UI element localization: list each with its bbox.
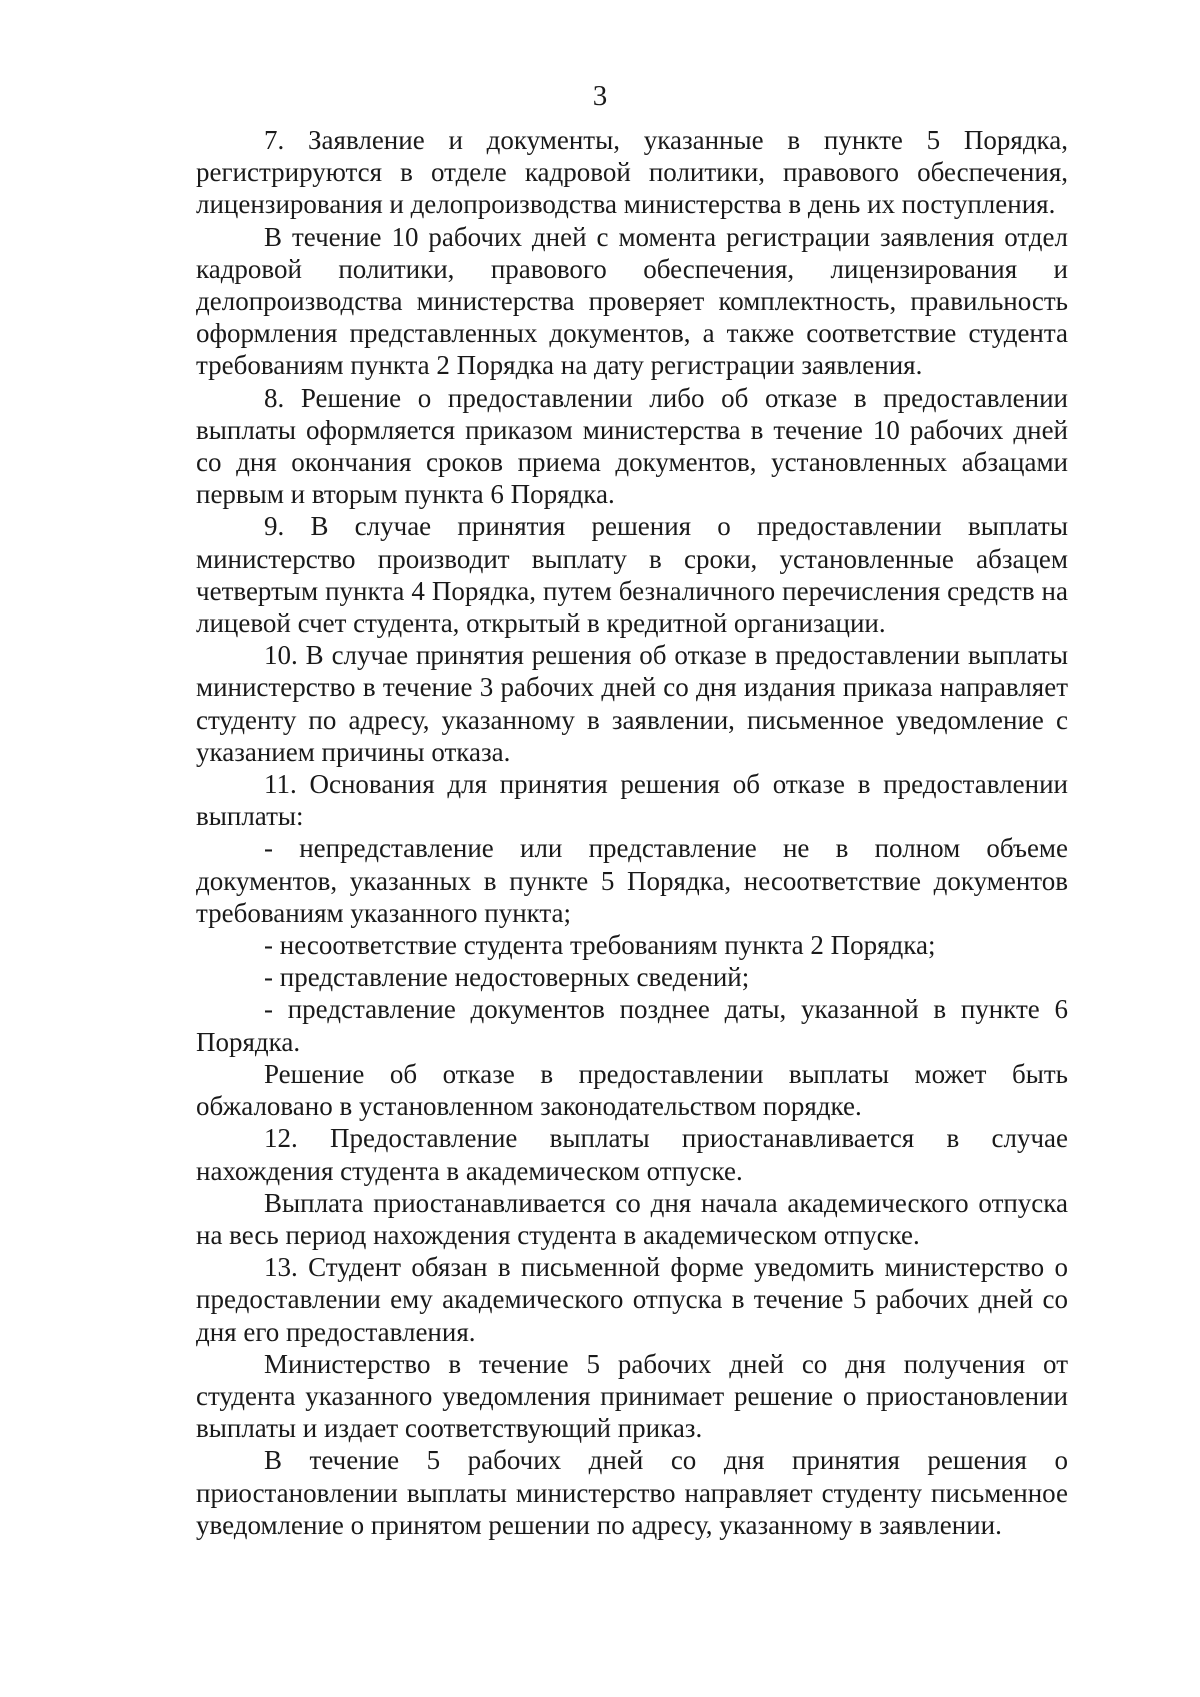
list-item-refusal-ground-1: - непредставление или представление не в полном объеме документов, указанных в пункте 5 Порядка, несоответствие документов требованиям указанного пункта;	[196, 833, 1068, 928]
list-item-refusal-ground-4: - представление документов позднее даты, указанной в пункте 6 Порядка.	[196, 994, 1068, 1057]
paragraph-13-notification: В течение 5 рабочих дней со дня принятия решения о приостановлении выплаты министерство направляет студенту письменное уведомление о принятом решении по адресу, указанному в заявлении.	[196, 1445, 1068, 1540]
document-body	[196, 124, 1068, 1541]
paragraph-7-review: В течение 10 рабочих дней с момента регистрации заявления отдел кадровой политики, правового обеспечения, лицензирования и делопроизводства министерства проверяет комплектность, правильность оформления представленных документов, а также соответствие студента требованиям пункта 2 Порядка на дату регистрации заявления.	[196, 221, 1068, 381]
page-number: 3	[592, 80, 608, 112]
list-item-refusal-ground-2: - несоответствие студента требованиям пункта 2 Порядка;	[264, 930, 936, 961]
paragraph-appeal: Решение об отказе в предоставлении выплаты может быть обжаловано в установленном законодательством порядке.	[196, 1058, 1068, 1122]
paragraph-8: 8. Решение о предоставлении либо об отказе в предоставлении выплаты оформляется приказом министерства в течение 10 рабочих дней со дня окончания сроков приема документов, установленных абзацами первым и вторым пункта 6 Порядка.	[196, 382, 1068, 510]
paragraph-9: 9. В случае принятия решения о предоставлении выплаты министерство производит выплату в сроки, установленные абзацем четвертым пункта 4 Порядка, путем безналичного перечисления средств на лицевой счет студента, открытый в кредитной организации.	[196, 511, 1068, 639]
paragraph-13: 13. Студент обязан в письменной форме уведомить министерство о предоставлении ему академического отпуска в течение 5 рабочих дней со дня его предоставления.	[196, 1252, 1068, 1347]
paragraph-7: 7. Заявление и документы, указанные в пункте 5 Порядка, регистрируются в отделе кадровой политики, правового обеспечения, лицензирования и делопроизводства министерства в день их поступления.	[196, 125, 1068, 220]
paragraph-12-suspension: Выплата приостанавливается со дня начала академического отпуска на весь период нахождения студента в академическом отпуске.	[196, 1187, 1068, 1250]
paragraph-11: 11. Основания для принятия решения об отказе в предоставлении выплаты:	[196, 769, 1068, 832]
list-item-refusal-ground-3: - представление недостоверных сведений;	[264, 962, 750, 993]
paragraph-13-decision: Министерство в течение 5 рабочих дней со дня получения от студента указанного уведомления принимает решение о приостановлении выплаты и издает соответствующий приказ.	[196, 1348, 1068, 1444]
paragraph-12: 12. Предоставление выплаты приостанавливается в случае нахождения студента в академическом отпуске.	[196, 1123, 1068, 1186]
paragraph-10: 10. В случае принятия решения об отказе в предоставлении выплаты министерство в течение 3 рабочих дней со дня издания приказа направляет студенту по адресу, указанному в заявлении, письменное уведомление с указанием причины отказа.	[196, 640, 1068, 767]
